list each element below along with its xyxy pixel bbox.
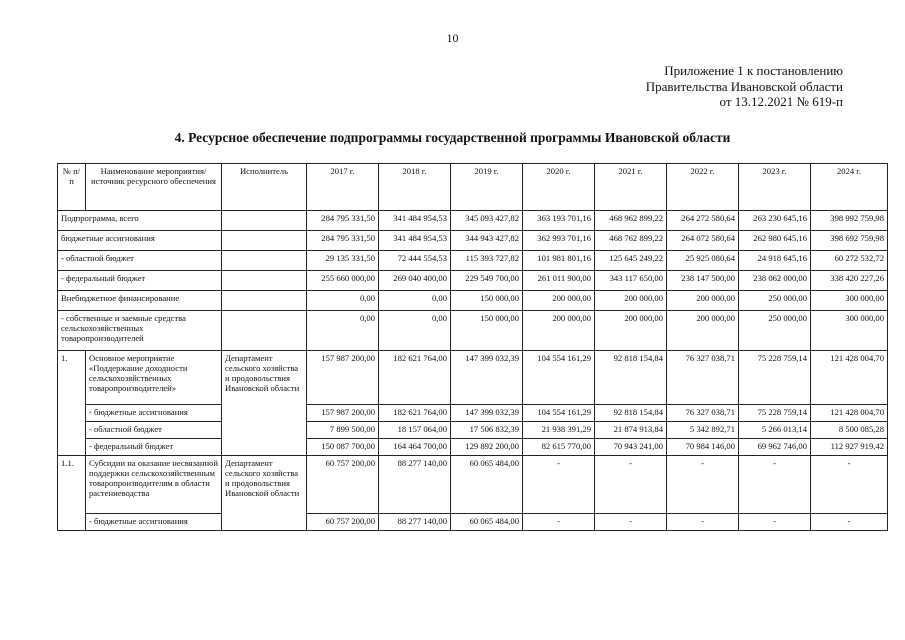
value-cell: - bbox=[523, 456, 595, 514]
empty-cell bbox=[222, 271, 307, 291]
value-cell: 7 899 500,00 bbox=[307, 422, 379, 439]
row-label: бюджетные ассигнования bbox=[58, 231, 222, 251]
value-cell: 8 500 085,28 bbox=[811, 422, 888, 439]
value-cell: 147 399 032,39 bbox=[451, 405, 523, 422]
value-cell: 300 000,00 bbox=[811, 311, 888, 351]
value-cell: 60 065 484,00 bbox=[451, 456, 523, 514]
row-label: Внебюджетное финансирование bbox=[58, 291, 222, 311]
value-cell: 82 615 770,00 bbox=[523, 439, 595, 456]
value-cell: 250 000,00 bbox=[739, 291, 811, 311]
appendix-note bbox=[646, 63, 843, 110]
value-cell: 269 040 400,00 bbox=[379, 271, 451, 291]
appendix-line-1: Приложение 1 к постановлению bbox=[664, 63, 843, 78]
row-label: - федеральный бюджет bbox=[86, 439, 222, 456]
value-cell: 238 147 500,00 bbox=[667, 271, 739, 291]
value-cell: 398 992 759,98 bbox=[811, 211, 888, 231]
value-cell: 76 327 038,71 bbox=[667, 405, 739, 422]
value-cell: 21 874 913,84 bbox=[595, 422, 667, 439]
value-cell: 150 000,00 bbox=[451, 311, 523, 351]
value-cell: 70 943 241,00 bbox=[595, 439, 667, 456]
value-cell: 60 272 532,72 bbox=[811, 251, 888, 271]
value-cell: 157 987 200,00 bbox=[307, 405, 379, 422]
value-cell: 344 943 427,82 bbox=[451, 231, 523, 251]
value-cell: 17 506 832,39 bbox=[451, 422, 523, 439]
value-cell: 76 327 038,71 bbox=[667, 351, 739, 405]
value-cell: 468 762 899,22 bbox=[595, 231, 667, 251]
value-cell: 72 444 554,53 bbox=[379, 251, 451, 271]
value-cell: 70 984 146,00 bbox=[667, 439, 739, 456]
value-cell: 129 892 200,00 bbox=[451, 439, 523, 456]
value-cell: - bbox=[739, 514, 811, 531]
value-cell: - bbox=[739, 456, 811, 514]
value-cell: 363 193 701,16 bbox=[523, 211, 595, 231]
value-cell: 200 000,00 bbox=[667, 311, 739, 351]
header-year: 2022 г. bbox=[667, 164, 739, 211]
empty-cell bbox=[222, 251, 307, 271]
value-cell: 164 464 700,00 bbox=[379, 439, 451, 456]
value-cell: 0,00 bbox=[379, 291, 451, 311]
value-cell: - bbox=[811, 514, 888, 531]
value-cell: 150 087 700,00 bbox=[307, 439, 379, 456]
value-cell: 341 484 954,53 bbox=[379, 211, 451, 231]
value-cell: 60 065 484,00 bbox=[451, 514, 523, 531]
value-cell: 24 918 645,16 bbox=[739, 251, 811, 271]
value-cell: 229 549 700,00 bbox=[451, 271, 523, 291]
value-cell: 147 399 032,39 bbox=[451, 351, 523, 405]
value-cell: 125 645 249,22 bbox=[595, 251, 667, 271]
table-row bbox=[58, 439, 888, 456]
header-num: № п/п bbox=[58, 164, 86, 211]
value-cell: 5 342 892,71 bbox=[667, 422, 739, 439]
value-cell: 25 925 080,64 bbox=[667, 251, 739, 271]
measure-executor: Департамент сельского хозяйства и продовольствия Ивановской области bbox=[222, 351, 307, 456]
value-cell: 200 000,00 bbox=[595, 311, 667, 351]
value-cell: 300 000,00 bbox=[811, 291, 888, 311]
header-year: 2023 г. bbox=[739, 164, 811, 211]
value-cell: 60 757 200,00 bbox=[307, 514, 379, 531]
value-cell: 341 484 954,53 bbox=[379, 231, 451, 251]
table-header-row bbox=[58, 164, 888, 211]
measure-name: Основное мероприятие «Поддержание доходности сельскохозяйственных товаропроизводителей» bbox=[86, 351, 222, 405]
value-cell: 101 981 801,16 bbox=[523, 251, 595, 271]
measure-executor: Департамент сельского хозяйства и продовольствия Ивановской области bbox=[222, 456, 307, 531]
row-label: - собственные и заемные средства сельскохозяйственных товаропроизводителей bbox=[58, 311, 222, 351]
empty-cell bbox=[222, 231, 307, 251]
value-cell: 284 795 331,50 bbox=[307, 211, 379, 231]
value-cell: 262 980 645,16 bbox=[739, 231, 811, 251]
value-cell: - bbox=[523, 514, 595, 531]
value-cell: 157 987 200,00 bbox=[307, 351, 379, 405]
value-cell: 182 621 764,00 bbox=[379, 351, 451, 405]
table-row bbox=[58, 271, 888, 291]
page-number: 10 bbox=[446, 31, 459, 45]
resource-table bbox=[57, 163, 888, 531]
value-cell: 115 393 727,82 bbox=[451, 251, 523, 271]
value-cell: 88 277 140,00 bbox=[379, 456, 451, 514]
header-year: 2021 г. bbox=[595, 164, 667, 211]
value-cell: 468 962 899,22 bbox=[595, 211, 667, 231]
table-row bbox=[58, 456, 888, 514]
value-cell: 92 818 154,84 bbox=[595, 405, 667, 422]
value-cell: 200 000,00 bbox=[595, 291, 667, 311]
value-cell: 238 062 000,00 bbox=[739, 271, 811, 291]
table-row bbox=[58, 291, 888, 311]
table-row bbox=[58, 514, 888, 531]
empty-cell bbox=[222, 211, 307, 231]
value-cell: 200 000,00 bbox=[523, 311, 595, 351]
value-cell: 338 420 227,26 bbox=[811, 271, 888, 291]
value-cell: 261 011 900,00 bbox=[523, 271, 595, 291]
table-row bbox=[58, 351, 888, 405]
value-cell: - bbox=[595, 456, 667, 514]
value-cell: 182 621 764,00 bbox=[379, 405, 451, 422]
value-cell: 121 428 004,70 bbox=[811, 351, 888, 405]
value-cell: 200 000,00 bbox=[523, 291, 595, 311]
value-cell: 104 554 161,29 bbox=[523, 351, 595, 405]
row-label: - областной бюджет bbox=[58, 251, 222, 271]
empty-cell bbox=[222, 291, 307, 311]
table-row bbox=[58, 405, 888, 422]
empty-cell bbox=[222, 311, 307, 351]
row-label: - областной бюджет bbox=[86, 422, 222, 439]
value-cell: 0,00 bbox=[379, 311, 451, 351]
table-row bbox=[58, 231, 888, 251]
header-year: 2018 г. bbox=[379, 164, 451, 211]
table-row bbox=[58, 211, 888, 231]
row-label: - федеральный бюджет bbox=[58, 271, 222, 291]
header-year: 2017 г. bbox=[307, 164, 379, 211]
value-cell: - bbox=[811, 456, 888, 514]
value-cell: 5 266 013,14 bbox=[739, 422, 811, 439]
header-year: 2019 г. bbox=[451, 164, 523, 211]
appendix-line-2: Правительства Ивановской области bbox=[645, 78, 843, 94]
header-year: 2020 г. bbox=[523, 164, 595, 211]
header-name: Наименование мероприятия/источник ресурсного обеспечения bbox=[86, 164, 222, 211]
row-label: - бюджетные ассигнования bbox=[86, 405, 222, 422]
measure-name: Субсидии на оказание несвязанной поддержки сельскохозяйственным товаропроизводителям в области растениеводства bbox=[86, 456, 222, 514]
value-cell: 88 277 140,00 bbox=[379, 514, 451, 531]
value-cell: 29 135 331,50 bbox=[307, 251, 379, 271]
value-cell: 121 428 004,70 bbox=[811, 405, 888, 422]
value-cell: - bbox=[667, 514, 739, 531]
value-cell: 200 000,00 bbox=[667, 291, 739, 311]
section-title: 4. Ресурсное обеспечение подпрограммы государственной программы Ивановской области bbox=[174, 130, 731, 145]
value-cell: 112 927 919,42 bbox=[811, 439, 888, 456]
value-cell: 21 938 391,29 bbox=[523, 422, 595, 439]
value-cell: 104 554 161,29 bbox=[523, 405, 595, 422]
value-cell: 398 692 759,98 bbox=[811, 231, 888, 251]
value-cell: 75 228 759,14 bbox=[739, 351, 811, 405]
value-cell: - bbox=[595, 514, 667, 531]
value-cell: 0,00 bbox=[307, 291, 379, 311]
row-number: 1. bbox=[58, 351, 86, 456]
value-cell: 18 157 064,00 bbox=[379, 422, 451, 439]
appendix-line-3: от 13.12.2021 № 619-п bbox=[719, 94, 843, 109]
row-label: Подпрограмма, всего bbox=[58, 211, 222, 231]
value-cell: - bbox=[667, 456, 739, 514]
value-cell: 343 117 650,00 bbox=[595, 271, 667, 291]
header-executor: Исполнитель bbox=[222, 164, 307, 211]
value-cell: 69 962 746,00 bbox=[739, 439, 811, 456]
value-cell: 263 230 645,16 bbox=[739, 211, 811, 231]
value-cell: 284 795 331,50 bbox=[307, 231, 379, 251]
value-cell: 264 272 580,64 bbox=[667, 211, 739, 231]
value-cell: 345 093 427,82 bbox=[451, 211, 523, 231]
header-year: 2024 г. bbox=[811, 164, 888, 211]
table-row bbox=[58, 311, 888, 351]
table-row bbox=[58, 251, 888, 271]
row-number: 1.1. bbox=[58, 456, 86, 531]
table-row bbox=[58, 422, 888, 439]
value-cell: 92 818 154,84 bbox=[595, 351, 667, 405]
value-cell: 264 072 580,64 bbox=[667, 231, 739, 251]
value-cell: 150 000,00 bbox=[451, 291, 523, 311]
value-cell: 75 228 759,14 bbox=[739, 405, 811, 422]
value-cell: 255 660 000,00 bbox=[307, 271, 379, 291]
row-label: - бюджетные ассигнования bbox=[86, 514, 222, 531]
value-cell: 362 993 701,16 bbox=[523, 231, 595, 251]
value-cell: 0,00 bbox=[307, 311, 379, 351]
value-cell: 60 757 200,00 bbox=[307, 456, 379, 514]
value-cell: 250 000,00 bbox=[739, 311, 811, 351]
